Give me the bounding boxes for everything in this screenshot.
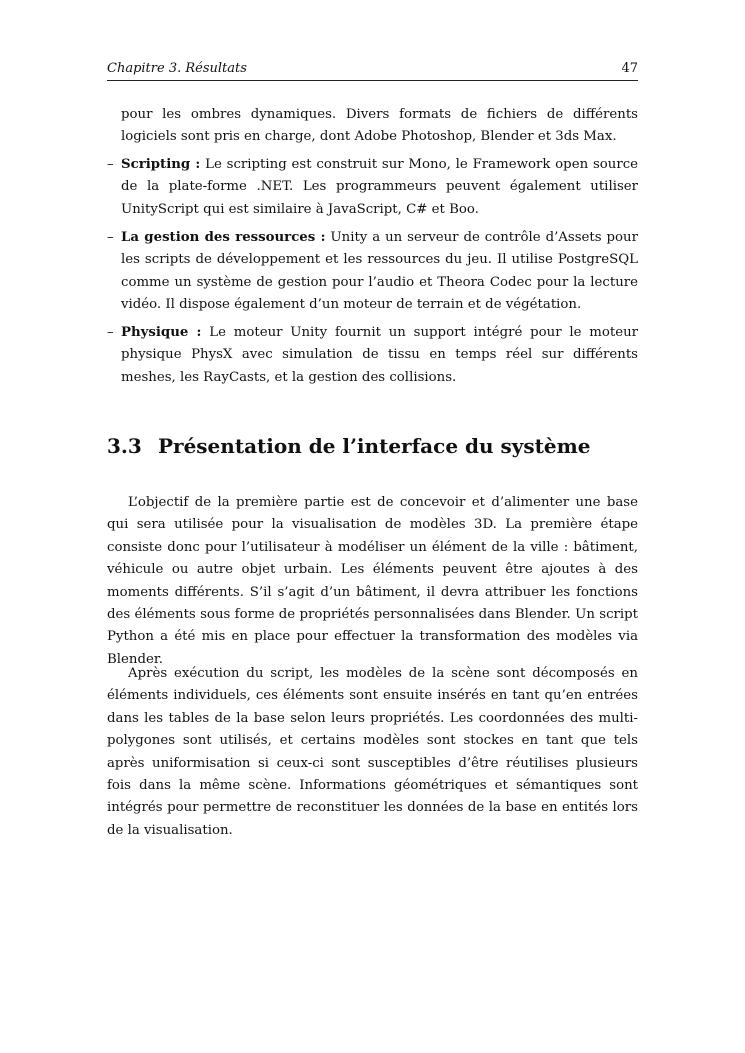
list-dash: – xyxy=(107,230,114,245)
list-item-body: Unity a un serveur de contrôle d’Assets pour les scripts de développement et les ressources du jeu. Il utilise PostgreSQL comme un système de gestion pour l’audio et Theora Codec pour la lecture vidéo. Il dispose également d’un moteur de terrain et de végétation. xyxy=(121,230,638,313)
list-item-term: Scripting : xyxy=(121,157,201,172)
list-item-body: Le moteur Unity fournit un support intégré pour le moteur physique PhysX avec simulation de tissu en temps réel sur différents meshes, les RayCasts, et la gestion des collisions. xyxy=(121,325,638,385)
list-dash: – xyxy=(107,157,114,172)
list-item-body: Le scripting est construit sur Mono, le Framework open source de la plate-forme .NET. Les programmeurs peuvent également utiliser UnityScript qui est similaire à JavaScript, C# et Boo. xyxy=(121,157,639,217)
running-header xyxy=(107,61,638,81)
list-item-text xyxy=(121,227,638,317)
list-item-term: Physique : xyxy=(121,325,202,340)
page-number: 47 xyxy=(621,61,638,76)
body-paragraph: Après exécution du script, les modèles de la scène sont décomposés en éléments individuels, ces éléments sont ensuite insérés en tant qu’en entrées dans les tables de la base selon leurs propriétés. Les coordonnées des multi-polygones sont utilisés, et certains modèles sont stockes en tant que tels après uniformisation si ceux-ci sont susceptibles d’être réutilises plusieurs fois dans la même scène. Informations géométriques et sémantiques sont intégrés pour permettre de reconstituer les données de la base en entités lors de la visualisation. xyxy=(107,666,638,838)
chapter-title: Chapitre 3. Résultats xyxy=(107,61,247,76)
section-title: Présentation de l’interface du système xyxy=(158,434,591,458)
list-dash: – xyxy=(107,325,114,340)
list-item-term: La gestion des ressources : xyxy=(121,230,326,245)
section-number: 3.3 xyxy=(107,434,142,458)
body-paragraph: L’objectif de la première partie est de concevoir et d’alimenter une base qui sera utilisée pour la visualisation de modèles 3D. La première étape consiste donc pour l’utilisateur à modéliser un élément de la ville : bâtiment, véhicule ou autre objet urbain. Les éléments peuvent être ajoutes à des moments différents. S’il s’agit d’un bâtiment, il devra attribuer les fonctions des éléments sous forme de propriétés personnalisées dans Blender. Un script Python a été mis en place pour effectuer la transformation des modèles via Blender. xyxy=(107,495,638,667)
section-heading xyxy=(107,434,590,458)
continued-list-text: pour les ombres dynamiques. Divers formats de fichiers de différents logiciels sont pris en charge, dont Adobe Photoshop, Blender et 3ds Max. xyxy=(121,107,638,145)
list-item-text xyxy=(121,154,638,221)
list-item-text xyxy=(121,322,638,389)
